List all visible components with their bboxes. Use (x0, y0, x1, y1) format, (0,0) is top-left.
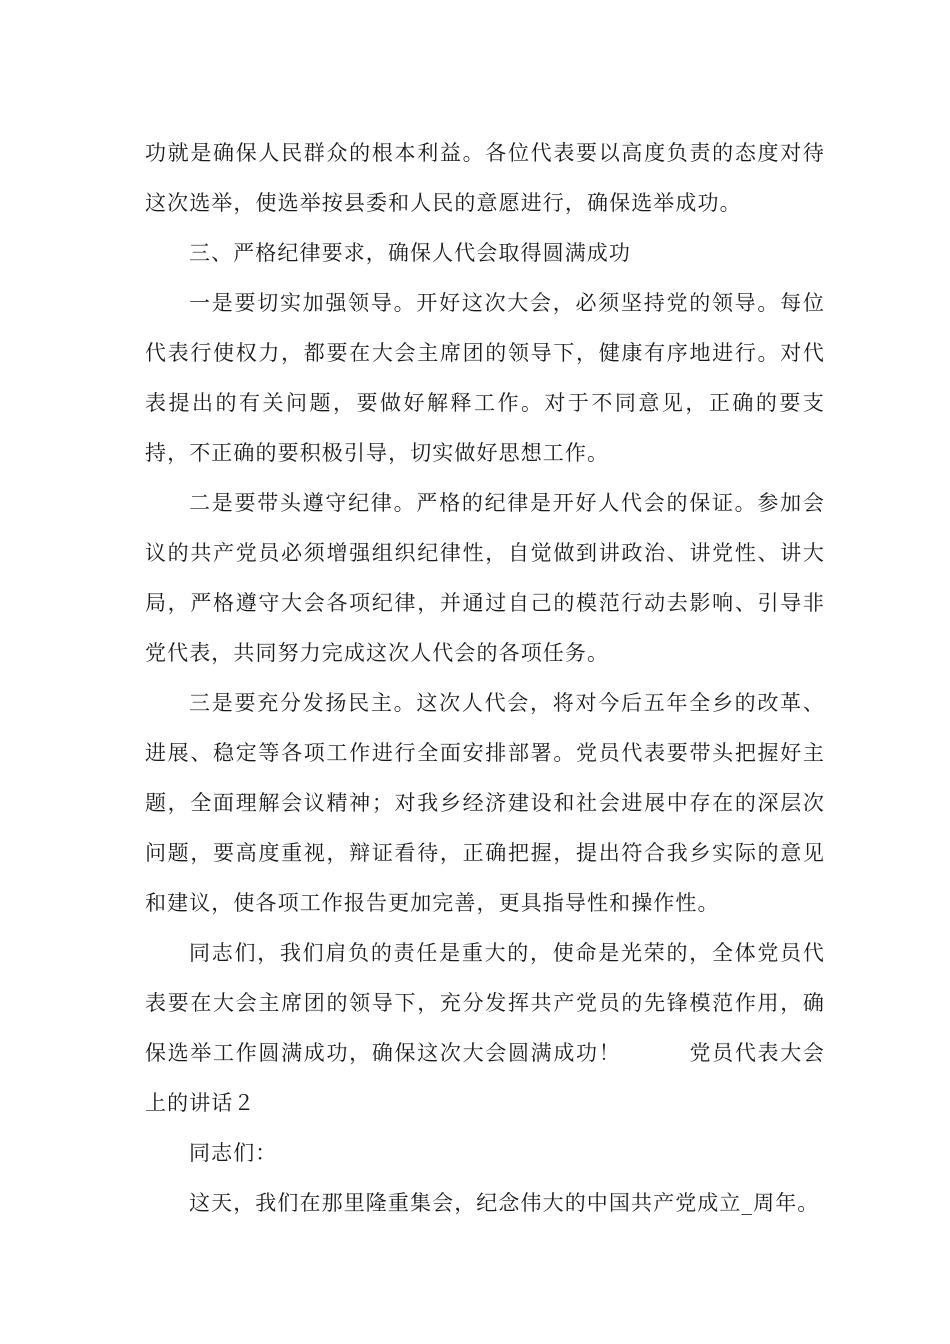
paragraph-opening: 这天，我们在那里隆重集会，纪念伟大的中国共产党成立_周年。 (189, 1191, 820, 1215)
paragraph-closing: 同志们，我们肩负的责任是重大的，使命是光荣的，全体党员代表要在大会主席团的领导下，充分发挥共产党员的先锋模范作用，确保选举工作圆满成功，确保这次大会圆满成功！ 党员代表大会上的讲话２ (145, 941, 825, 1115)
paragraph-1: 功就是确保人民群众的根本利益。各位代表要以高度负责的态度对待这次选举，使选举按县委和人民的意愿进行，确保选举成功。 (145, 141, 825, 215)
section-heading-3: 三、严格纪律要求，确保人代会取得圆满成功 (189, 241, 631, 265)
paragraph-salutation: 同志们： (189, 1141, 278, 1165)
paragraph-leadership: 一是要切实加强领导。开好这次大会，必须坚持党的领导。每位代表行使权力，都要在大会主席团的领导下，健康有序地进行。对代表提出的有关问题，要做好解释工作。对于不同意见，正确的要支持，不正确的要积极引导，切实做好思想工作。 (145, 291, 825, 465)
document-page (145, 128, 825, 1228)
paragraph-discipline: 二是要带头遵守纪律。严格的纪律是开好人代会的保证。参加会议的共产党员必须增强组织纪律性，自觉做到讲政治、讲党性、讲大局，严格遵守大会各项纪律，并通过自己的模范行动去影响、引导非党代表，共同努力完成这次人代会的各项任务。 (145, 491, 825, 665)
paragraph-democracy: 三是要充分发扬民主。这次人代会，将对今后五年全乡的改革、进展、稳定等各项工作进行全面安排部署。党员代表要带头把握好主题，全面理解会议精神；对我乡经济建设和社会进展中存在的深层次问题，要高度重视，辩证看待，正确把握，提出符合我乡实际的意见和建议，使各项工作报告更加完善，更具指导性和操作性。 (145, 691, 825, 915)
